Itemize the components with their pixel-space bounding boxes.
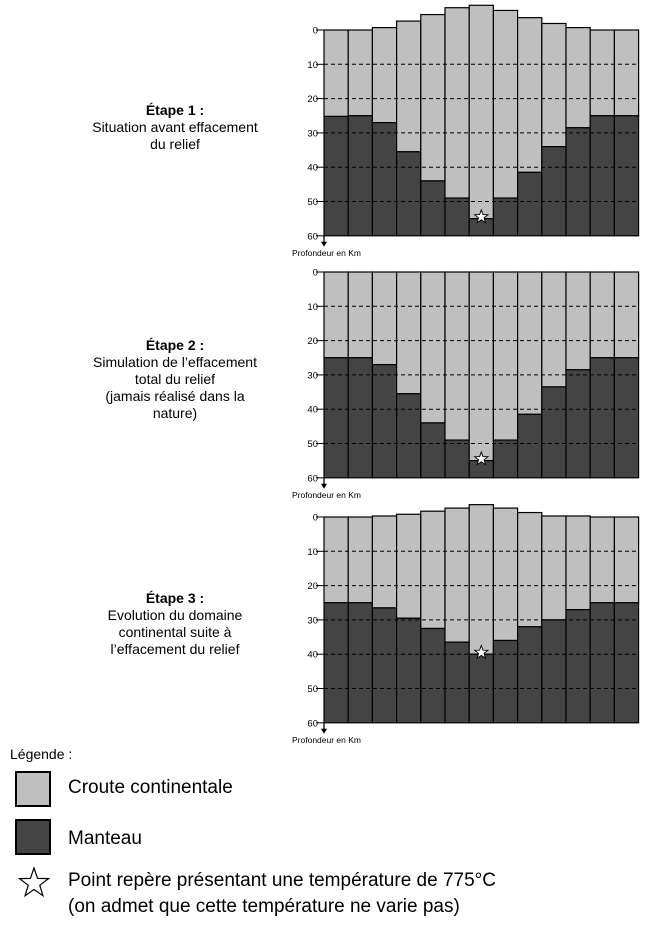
mantle-column (348, 358, 372, 478)
depth-tick-label: 20 (307, 336, 318, 348)
step-2-diagram (280, 262, 650, 502)
depth-tick-label: 30 (307, 128, 318, 140)
mantle-column (324, 358, 348, 478)
crust-column (324, 30, 348, 116)
crust-column (421, 15, 445, 181)
mantle-column (421, 423, 445, 478)
crust-column (324, 272, 348, 358)
step-3-line: l’effacement du relief (110, 641, 240, 657)
crust-column (614, 272, 638, 358)
mantle-column (445, 440, 469, 478)
crust-column (372, 272, 396, 365)
crust-column (566, 272, 590, 370)
depth-tick-label: 0 (312, 25, 318, 37)
crust-column (469, 5, 493, 218)
mantle-column (348, 603, 372, 723)
depth-tick-label: 10 (307, 546, 318, 558)
crust-column (324, 517, 348, 603)
mantle-column (566, 370, 590, 478)
depth-tick-label: 20 (307, 581, 318, 593)
depth-tick-label: 0 (312, 512, 318, 524)
crust-column (445, 272, 469, 440)
step-1-diagram (280, 0, 650, 262)
crust-column (445, 508, 469, 642)
mantle-column (518, 414, 542, 477)
mantle-column (445, 198, 469, 236)
depth-axis-label: Profondeur en Km (292, 489, 361, 500)
depth-tick-label: 60 (307, 473, 318, 485)
crust-column (614, 30, 638, 116)
depth-tick-label: 50 (307, 684, 318, 695)
step-2-line: (jamais réalisé dans la (105, 388, 245, 404)
crust-column (493, 272, 517, 440)
mantle-column (397, 394, 421, 478)
crust-column (518, 18, 542, 173)
crust-column (372, 28, 396, 123)
crust-column (493, 508, 517, 640)
step-1-line: Situation avant effacement (92, 119, 258, 135)
mantle-column (518, 627, 542, 723)
legend-crust-swatch (15, 771, 51, 807)
step-2-line: total du relief (134, 371, 216, 387)
depth-tick-label: 0 (312, 267, 318, 279)
depth-axis-arrowhead (321, 729, 327, 734)
mantle-column (397, 618, 421, 723)
crust-column (397, 514, 421, 618)
crust-column (566, 516, 590, 610)
crust-column (469, 505, 493, 655)
crust-column (566, 28, 590, 128)
depth-tick-label: 10 (307, 301, 318, 313)
crust-column (348, 30, 372, 116)
legend-mantle-swatch (15, 819, 51, 855)
mantle-column (372, 608, 396, 723)
legend-title: Légende : (10, 746, 73, 762)
depth-tick-label: 30 (307, 615, 318, 627)
crust-column (397, 21, 421, 152)
mantle-column (324, 603, 348, 723)
mantle-column (542, 387, 566, 478)
step-3-title: Étape 3 : (145, 590, 205, 606)
crust-column (397, 272, 421, 394)
mantle-column (542, 620, 566, 723)
crust-column (542, 516, 566, 620)
mantle-column (614, 358, 638, 478)
mantle-column (324, 116, 348, 235)
step-3-line: continental suite à (118, 624, 232, 640)
depth-tick-label: 40 (307, 404, 318, 416)
crust-column (372, 516, 396, 608)
legend-mantle-label: Manteau (68, 828, 142, 849)
mantle-column (469, 219, 493, 236)
depth-tick-label: 10 (307, 59, 318, 71)
mantle-column (421, 181, 445, 236)
depth-tick-label: 40 (307, 649, 318, 661)
mantle-column (348, 116, 372, 236)
mantle-column (590, 116, 614, 236)
depth-tick-label: 60 (307, 718, 318, 730)
step-1-line: du relief (150, 136, 200, 152)
crust-column (421, 511, 445, 628)
step-2-line: nature) (152, 405, 198, 421)
crust-column (493, 10, 517, 198)
mantle-column (614, 116, 638, 236)
mantle-column (493, 640, 517, 722)
crust-column (590, 272, 614, 358)
crust-column (469, 272, 493, 461)
mantle-column (542, 147, 566, 236)
depth-tick-label: 20 (307, 94, 318, 106)
mantle-column (372, 123, 396, 236)
step-3-diagram (280, 500, 650, 748)
depth-axis-arrowhead (321, 242, 327, 247)
mantle-column (566, 610, 590, 723)
legend-crust-label: Croute continentale (68, 777, 233, 798)
mantle-column (590, 603, 614, 723)
step-1-label (75, 102, 275, 153)
depth-tick-label: 50 (307, 439, 318, 450)
crust-column (590, 517, 614, 603)
mantle-column (372, 365, 396, 478)
crust-column (590, 30, 614, 116)
depth-tick-label: 30 (307, 370, 318, 382)
mantle-column (566, 128, 590, 236)
crust-column (542, 23, 566, 146)
legend-star-line: Point repère présentant une température de 775°C (68, 870, 496, 891)
legend-star-label (68, 868, 496, 920)
depth-tick-label: 40 (307, 162, 318, 174)
crust-column (542, 272, 566, 387)
star-icon (18, 866, 50, 898)
step-1-title: Étape 1 : (145, 102, 205, 118)
crust-column (445, 8, 469, 198)
mantle-column (469, 461, 493, 478)
depth-tick-label: 50 (307, 197, 318, 208)
legend-star-subline: (on admet que cette température ne varie pas) (68, 896, 460, 917)
mantle-column (590, 358, 614, 478)
mantle-column (421, 628, 445, 722)
mantle-column (518, 172, 542, 235)
crust-column (348, 272, 372, 358)
step-3-line: Evolution du domaine (107, 607, 243, 623)
depth-axis-label: Profondeur en Km (292, 734, 361, 745)
crust-column (421, 272, 445, 423)
step-3-label (75, 590, 275, 658)
depth-axis-label: Profondeur en Km (292, 247, 361, 258)
depth-tick-label: 60 (307, 231, 318, 243)
mantle-column (397, 152, 421, 236)
crust-column (348, 517, 372, 603)
depth-axis-arrowhead (321, 484, 327, 489)
mantle-column (614, 603, 638, 723)
crust-column (518, 272, 542, 414)
step-2-line: Simulation de l’effacement (93, 354, 257, 370)
crust-column (518, 513, 542, 627)
step-2-title: Étape 2 : (145, 337, 205, 353)
crust-column (614, 517, 638, 603)
step-2-label (75, 337, 275, 422)
mantle-column (493, 198, 517, 236)
mantle-column (493, 440, 517, 478)
